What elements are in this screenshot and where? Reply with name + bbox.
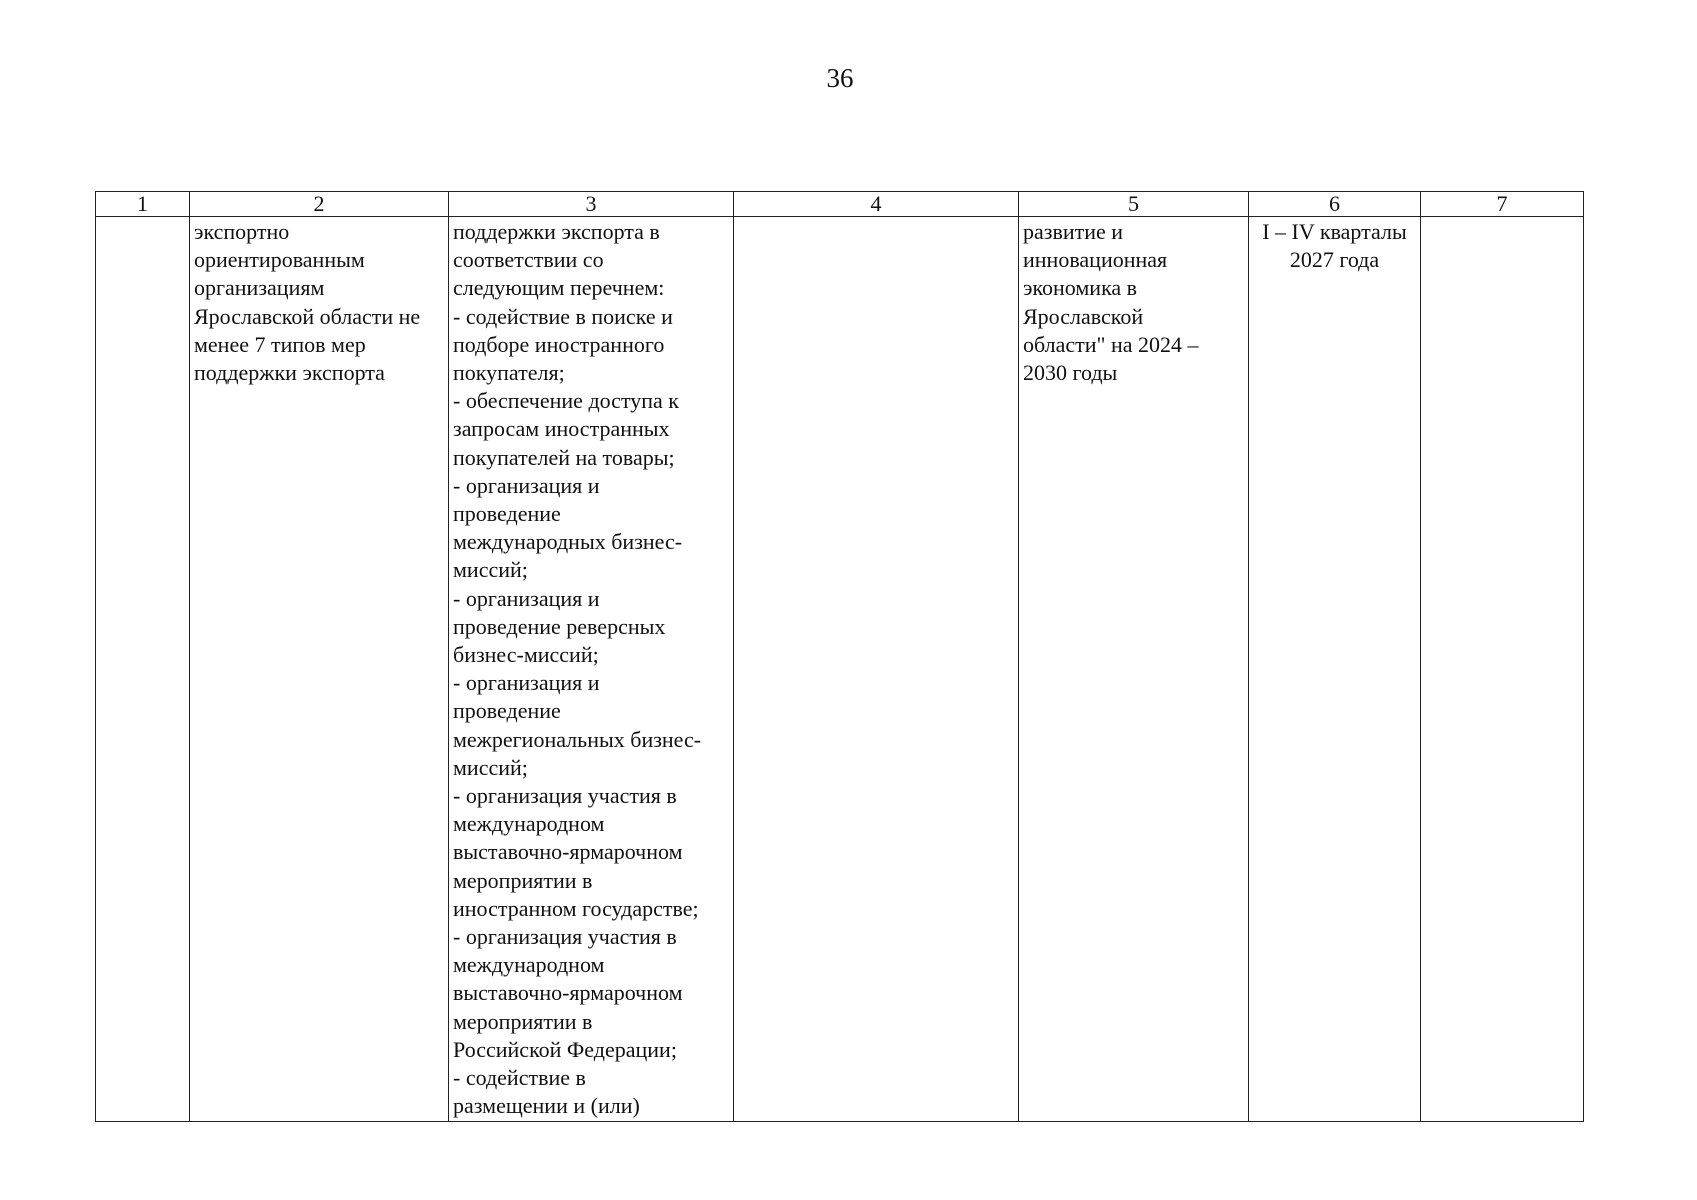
column-header-4: 4 — [734, 192, 1019, 217]
cell-col-7 — [1421, 217, 1584, 1122]
table-row — [96, 217, 1584, 1122]
column-header-7: 7 — [1421, 192, 1584, 217]
cell-support-measures: поддержки экспорта в соответствии со следующим перечнем: - содействие в поиске и подборе иностранного покупателя; - обеспечение доступа к запросам иностранных покупателей на товары; - организация и проведение международных бизнес- миссий; - организация и проведение реверсных бизнес-миссий; - организация и проведение межрегиональных бизнес- миссий; - организация участия в международном выставочно-ярмарочном мероприятии в иностранном государстве; - организация участия в международном выставочно-ярмарочном мероприятии в Российской Федерации; - содействие в размещении и (или) — [449, 217, 734, 1122]
measures-table — [95, 191, 1584, 1122]
column-header-6: 6 — [1249, 192, 1421, 217]
cell-deadline: I – IV кварталы 2027 года — [1249, 217, 1421, 1122]
column-header-5: 5 — [1019, 192, 1249, 217]
cell-program: развитие и инновационная экономика в Ярославской области" на 2024 – 2030 годы — [1019, 217, 1249, 1122]
table-header-row — [96, 192, 1584, 217]
page-number: 36 — [826, 63, 854, 93]
column-header-2: 2 — [190, 192, 449, 217]
column-header-3: 3 — [449, 192, 734, 217]
cell-col-1 — [96, 217, 190, 1122]
cell-recipients: экспортно ориентированным организациям Ярославской области не менее 7 типов мер поддержки экспорта — [190, 217, 449, 1122]
cell-col-4 — [734, 217, 1019, 1122]
column-header-1: 1 — [96, 192, 190, 217]
